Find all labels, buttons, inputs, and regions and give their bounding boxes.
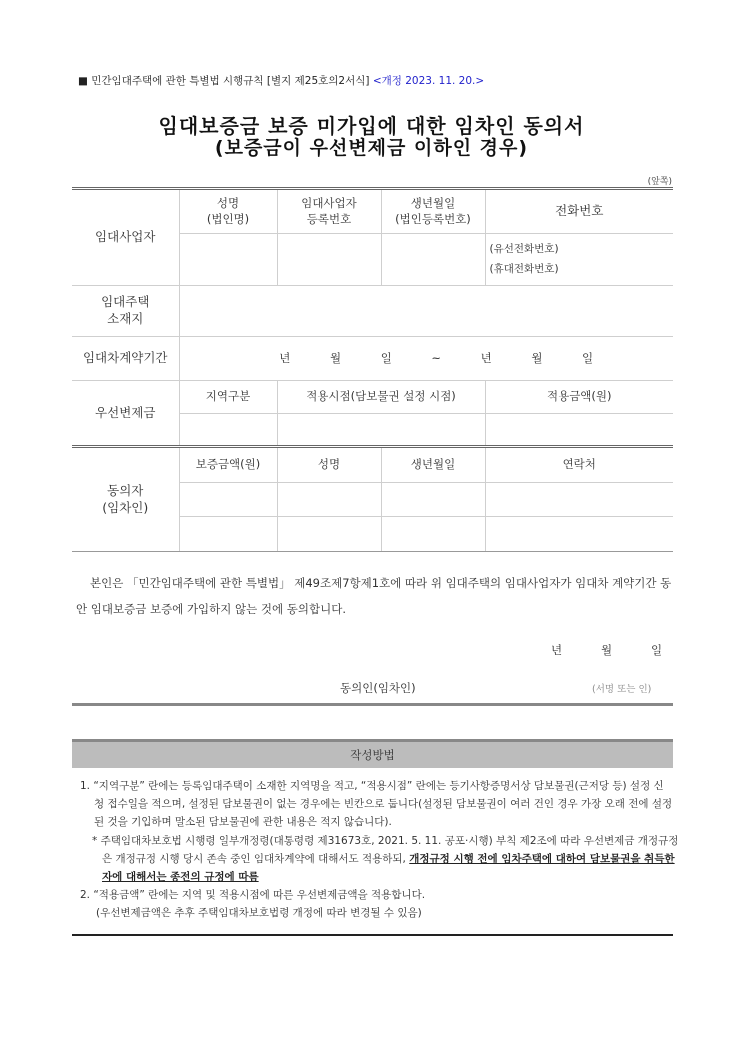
revision-date: <개정 2023. 11. 20.> <box>372 75 485 87</box>
header-registration-no <box>277 189 381 234</box>
header-birthdate <box>381 189 485 234</box>
deposit-input[interactable] <box>179 483 277 517</box>
form-header <box>78 73 484 88</box>
end-month: 월 <box>531 350 543 365</box>
contract-period-input[interactable] <box>179 337 673 381</box>
header-birth-l2: (법인등록번호) <box>395 211 471 226</box>
location-input[interactable] <box>179 286 673 337</box>
header-name-l2: (법인명) <box>206 211 250 226</box>
landlord-name-input[interactable] <box>179 234 277 286</box>
start-day: 일 <box>380 350 392 365</box>
regulation-text: 민간임대주택에 관한 특별법 시행규칙 [별지 제25호의2서식] <box>91 75 370 87</box>
consenter-label <box>72 447 179 552</box>
consenter-name-input[interactable] <box>277 483 381 517</box>
instruction-item-2: 2. “적용금액” 란에는 지역 및 적용시점에 따른 우선변제금액을 적용합니다. <box>80 889 426 901</box>
contact-input[interactable] <box>485 483 673 517</box>
start-year: 년 <box>279 350 291 365</box>
applied-time-input[interactable] <box>277 414 485 447</box>
start-month: 월 <box>330 350 342 365</box>
header-applied-amount: 적용금액(원) <box>485 381 673 414</box>
deposit-input-2[interactable] <box>179 517 277 552</box>
header-reg-l1: 임대사업자 <box>301 195 357 210</box>
consent-form-table <box>72 187 673 552</box>
location-label <box>72 286 179 337</box>
priority-label: 우선변제금 <box>72 381 179 447</box>
form-title: 임대보증금 보증 미가입에 대한 임차인 동의서 <box>158 114 585 138</box>
header-applied-time: 적용시점(담보물권 설정 시점) <box>277 381 485 414</box>
header-name-l1: 성명 <box>216 195 240 210</box>
contact-input-2[interactable] <box>485 517 673 552</box>
contract-period-label: 임대차계약기간 <box>72 337 179 381</box>
header-name <box>179 189 277 234</box>
note-text: * 주택임대차보호법 시행령 일부개정령(대통령령 제31673호, 2021. 5. 11. 공포·시행) 부칙 제2조에 따라 우선변제금 개정규정은 개정규정 시행 당시 존속 중인 임대차계약에 대해서도 적용하되, <box>92 835 679 865</box>
landlord-birth-input[interactable] <box>381 234 485 286</box>
applied-amount-input[interactable] <box>485 414 673 447</box>
landlord-phone-input[interactable] <box>485 234 673 286</box>
instruction-item-1: 1. “지역구분” 란에는 등록임대주택이 소재한 지역명을 적고, “적용시점” 란에는 등기사항증명서상 담보물권(근저당 등) 설정 신청 접수일을 적으며, 설정된 담보물권이 없는 경우에는 빈칸으로 둡니다(설정된 담보물권이 여러 건인 경우 가장 오래 전에 설정된 것을 기입하며 말소된 담보물권에 관한 내용은 적지 않습니다). <box>80 780 673 828</box>
black-square-icon: ■ <box>78 75 88 87</box>
consenter-birth-input-2[interactable] <box>381 517 485 552</box>
signature-note[interactable]: (서명 또는 인) <box>592 684 652 695</box>
end-day: 일 <box>582 350 594 365</box>
signer-label: 동의인(임차인) <box>340 681 416 695</box>
header-contact: 연락처 <box>485 447 673 483</box>
header-consenter-birth: 생년월일 <box>381 447 485 483</box>
consenter-name-input-2[interactable] <box>277 517 381 552</box>
landlord-label: 임대사업자 <box>72 189 179 286</box>
landline-label: (유선전화번호) <box>489 242 559 255</box>
sign-year: 년 <box>551 643 563 657</box>
page-side-label: (앞쪽) <box>647 177 672 187</box>
period-tilde: ~ <box>431 350 442 365</box>
end-year: 년 <box>480 350 492 365</box>
header-consenter-name: 성명 <box>277 447 381 483</box>
divider <box>72 703 673 706</box>
instruction-note <box>92 832 683 886</box>
landlord-reg-input[interactable] <box>277 234 381 286</box>
form-subtitle: (보증금이 우선변제금 이하인 경우) <box>214 137 529 159</box>
header-deposit: 보증금액(원) <box>179 447 277 483</box>
region-input[interactable] <box>179 414 277 447</box>
bottom-rule <box>72 934 673 936</box>
note-underlined: 개정규정 시행 전에 임차주택에 대하여 담보물권을 취득한 자에 대해서는 종전의 규정에 따름 <box>102 853 675 883</box>
consenter-birth-input[interactable] <box>381 483 485 517</box>
sign-month: 월 <box>601 643 613 657</box>
location-label-l1: 임대주택 <box>101 294 150 310</box>
instructions-title: 작성방법 <box>72 739 673 768</box>
header-reg-l2: 등록번호 <box>306 211 352 226</box>
consent-statement: 본인은 「민간임대주택에 관한 특별법」 제49조제7항제1호에 따라 위 임대주택의 임대사업자가 임대차 계약기간 동안 임대보증금 보증에 가입하지 않는 것에 동의합니다. <box>76 576 672 616</box>
header-birth-l1: 생년월일 <box>410 195 456 210</box>
header-phone: 전화번호 <box>485 189 673 234</box>
consenter-label-l2: (임차인) <box>102 499 149 515</box>
mobile-label: (휴대전화번호) <box>489 262 559 275</box>
header-region: 지역구분 <box>179 381 277 414</box>
sign-day: 일 <box>651 643 663 657</box>
consenter-label-l1: 동의자 <box>107 482 144 498</box>
instruction-item-2-sub: (우선변제금액은 추후 주택임대차보호법령 개정에 따라 변경될 수 있음) <box>96 907 422 919</box>
location-label-l2: 소재지 <box>107 311 144 326</box>
